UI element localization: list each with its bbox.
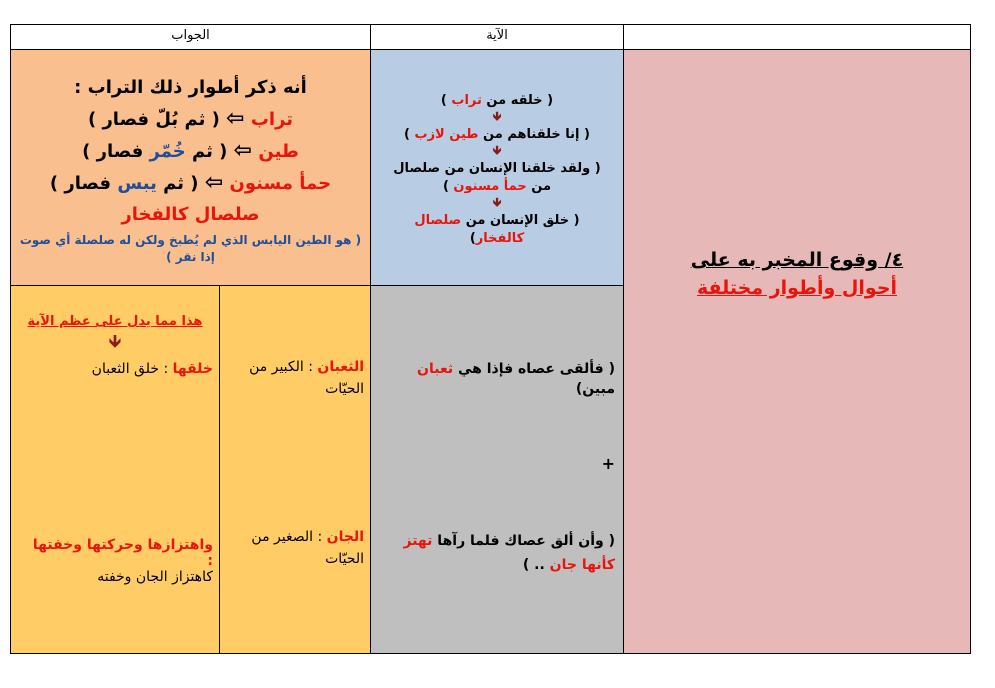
red-down-arrow-icon: 🡻 [492, 143, 502, 157]
verse-bottom-2: ( وأن ألق عصاك فلما رآها تهتز كأنها جان .. ) [403, 533, 615, 573]
header-answer: الجواب [10, 24, 371, 50]
verse-top-cell [370, 49, 624, 286]
result-1: خلقها : خلق الثعبان [91, 361, 213, 377]
verse-4: ( خلق الإنسان من صلصال كالفخار) [414, 213, 580, 246]
topic-cell [623, 49, 971, 654]
plus-sign: + [601, 454, 615, 473]
meanings-cell [219, 285, 371, 654]
answer-top-cell [10, 49, 371, 286]
white-right-arrow-icon: ⇦ [233, 138, 253, 163]
stage-4: صلصال كالفخار [121, 204, 260, 225]
topic-line2: أحوال وأطوار مختلفة [696, 277, 898, 299]
answer-intro: أنه ذكر أطوار ذلك التراب : [74, 77, 307, 98]
topic-line1: ٤/ وقوع المخبر به على [690, 249, 904, 271]
stage-2: طين ⇦ ( ثم خُمّر فصار ) [82, 138, 299, 163]
meaning-1: الثعبان : الكبير من الحيّات [249, 359, 364, 397]
white-right-arrow-icon: ⇦ [226, 106, 245, 131]
verse-3: ( ولقد خلقنا الإنسان من صلصال من حمأ مسنون ) [393, 161, 601, 194]
red-down-arrow-icon: 🡻 [492, 195, 502, 209]
header-topic-cell [623, 24, 971, 50]
answer-note: ( هو الطين اليابس الذي لم يُطبخ ولكن له صلصلة أي صوت إذا نقر ) [19, 233, 362, 264]
white-right-arrow-icon: ⇦ [204, 170, 224, 195]
red-down-arrow-icon: 🡻 [108, 331, 122, 352]
stage-1: تراب ⇦ ( ثم بُلّ فصار ) [87, 106, 294, 131]
verse-2: ( إنا خلقناهم من طين لازب ) [404, 127, 590, 142]
meaning-2: الجان : الصغير من الحيّات [251, 529, 364, 567]
answer-bottom-cell [10, 285, 220, 654]
header-verse: الآية [370, 24, 624, 50]
stage-3: حمأ مسنون ⇦ ( ثم يبس فصار ) [49, 170, 332, 195]
red-down-arrow-icon: 🡻 [492, 109, 502, 123]
answer-note-bottom: هذا مما يدل على عظم الآية [27, 314, 203, 329]
verse-bottom-1: ( فألقى عصاه فإذا هي ثعبان مبين) [417, 361, 615, 397]
verse-bottom-cell [370, 285, 624, 654]
verse-1: ( خلقه من تراب ) [440, 93, 554, 108]
result-2: واهتزازها وحركتها وخفتها : كاهتزاز الجان وخفته [32, 537, 213, 585]
